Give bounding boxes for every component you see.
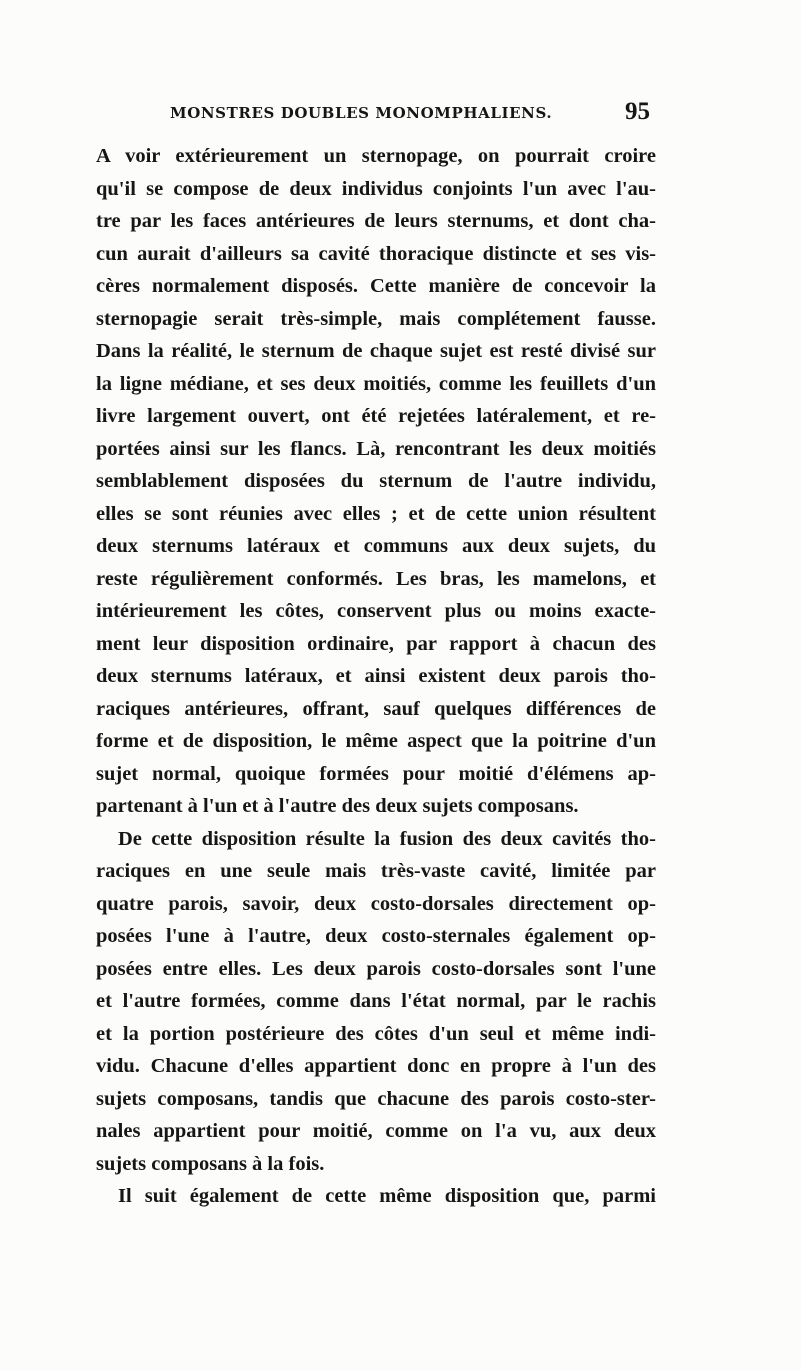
text-line: livre largement ouvert, ont été rejetées latéralement, et re-	[96, 405, 656, 427]
text-line: posées entre elles. Les deux parois costo-dorsales sont l'une	[96, 957, 656, 980]
text-line: sujets composans, tandis que chacune des parois costo-ster-	[96, 1087, 656, 1110]
text-line: raciques en une seule mais très-vaste cavité, limitée par	[96, 860, 656, 882]
text-line: ment leur disposition ordinaire, par rapport à chacun des	[96, 632, 656, 655]
text-line: reste régulièrement conformés. Les bras, les mamelons, et	[96, 567, 656, 590]
text-line: Dans la réalité, le sternum de chaque sujet est resté divisé sur	[96, 340, 656, 362]
text-line: raciques antérieures, offrant, sauf quelques différences de	[96, 697, 656, 720]
text-line: intérieurement les côtes, conservent plus ou moins exacte-	[96, 600, 656, 622]
text-line: tre par les faces antérieures de leurs sternums, et dont cha-	[96, 210, 656, 232]
text-line: sternopagie serait très-simple, mais complétement fausse.	[96, 307, 656, 330]
text-line: et l'autre formées, comme dans l'état normal, par le rachis	[96, 990, 656, 1012]
text-line: forme et de disposition, le même aspect que la poitrine d'un	[96, 730, 656, 752]
text-line: De cette disposition résulte la fusion des deux cavités tho-	[118, 827, 656, 850]
text-line: sujets composans à la fois.	[96, 1152, 325, 1175]
text-line: qu'il se compose de deux individus conjoints l'un avec l'au-	[96, 177, 656, 200]
text-line: Il suit également de cette même disposition que, parmi	[118, 1185, 656, 1207]
text-line: cères normalement disposés. Cette manière de concevoir la	[96, 275, 656, 297]
body-text	[96, 140, 656, 1213]
text-line: posées l'une à l'autre, deux costo-sternales également op-	[96, 925, 656, 947]
text-line: deux sternums latéraux, et ainsi existent deux parois tho-	[96, 665, 656, 687]
page-header	[170, 100, 650, 132]
text-line: vidu. Chacune d'elles appartient donc en propre à l'un des	[96, 1055, 656, 1077]
text-line: la ligne médiane, et ses deux moitiés, comme les feuillets d'un	[96, 372, 656, 395]
page-number: 95	[625, 98, 650, 125]
text-line: partenant à l'un et à l'autre des deux sujets composans.	[96, 795, 579, 817]
text-line: semblablement disposées du sternum de l'autre individu,	[96, 470, 656, 492]
text-line: elles se sont réunies avec elles ; et de cette union résultent	[96, 502, 656, 525]
running-head: MONSTRES DOUBLES MONOMPHALIENS.	[170, 104, 553, 122]
text-line: et la portion postérieure des côtes d'un seul et même indi-	[96, 1022, 656, 1045]
text-line: portées ainsi sur les flancs. Là, rencontrant les deux moitiés	[96, 437, 656, 460]
text-line: A voir extérieurement un sternopage, on pourrait croire	[96, 145, 656, 167]
text-line: nales appartient pour moitié, comme on l'a vu, aux deux	[96, 1120, 656, 1142]
text-line: cun aurait d'ailleurs sa cavité thoracique distincte et ses vis-	[96, 242, 656, 265]
text-line: deux sternums latéraux et communs aux deux sujets, du	[96, 535, 656, 557]
text-line: sujet normal, quoique formées pour moitié d'élémens ap-	[96, 762, 656, 785]
text-line: quatre parois, savoir, deux costo-dorsales directement op-	[96, 892, 656, 915]
